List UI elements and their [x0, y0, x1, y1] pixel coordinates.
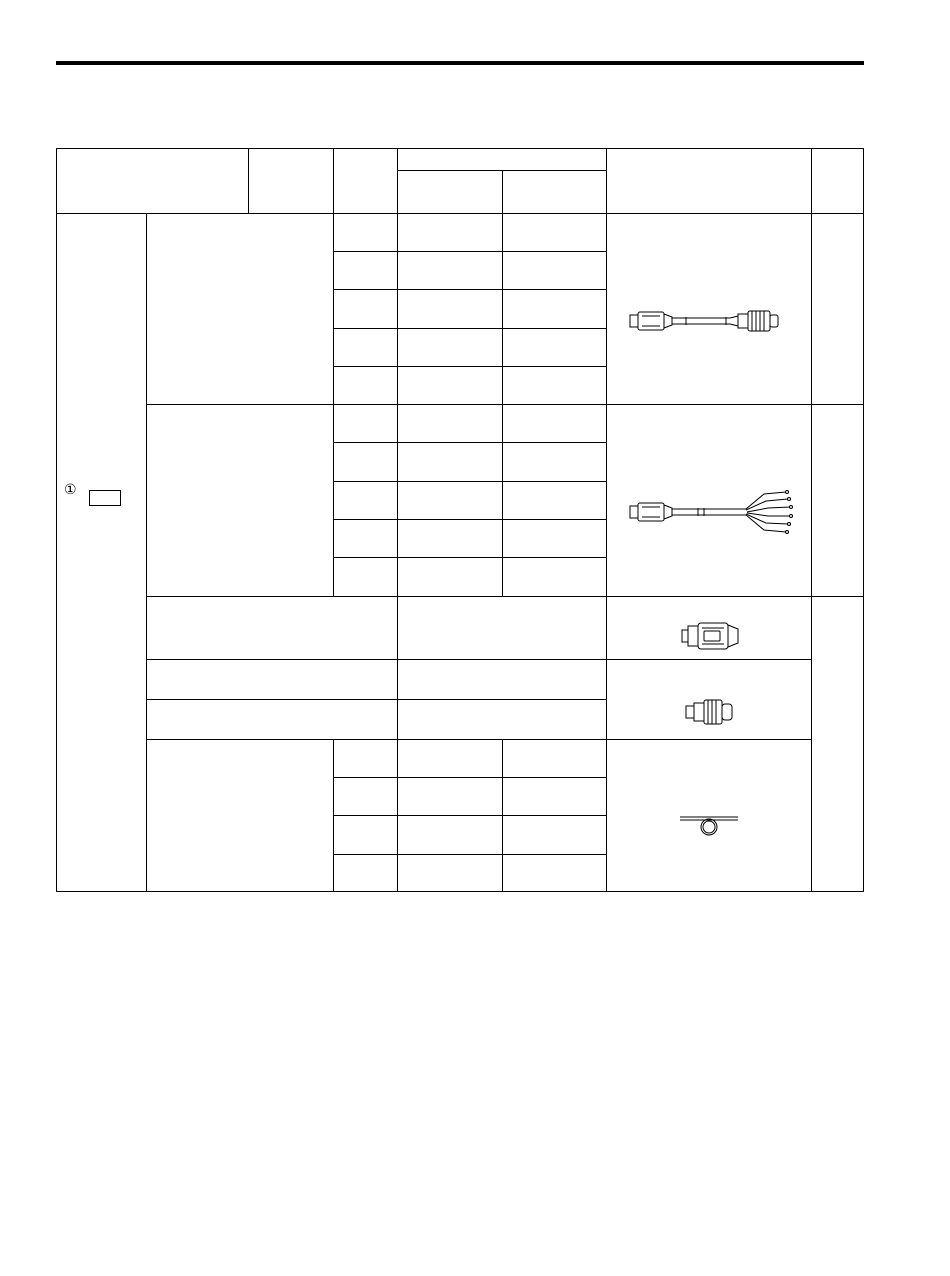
col-line [333, 739, 334, 892]
connector-plug-icon [680, 619, 742, 653]
header-bottom [56, 213, 864, 214]
row-line [333, 815, 606, 816]
cable-loose-wires-icon [626, 488, 798, 536]
row-line [333, 251, 606, 252]
col-line [248, 148, 249, 213]
row-line [333, 442, 606, 443]
row-line [333, 777, 606, 778]
row-line [333, 366, 606, 367]
col-line [606, 148, 607, 892]
group-line [146, 404, 864, 405]
row-line [333, 481, 606, 482]
cable-both-ends-icon [626, 308, 794, 336]
col-line [333, 404, 334, 596]
col-line [146, 213, 147, 892]
col-line [811, 148, 812, 892]
table-border-left [56, 148, 57, 892]
group-line [146, 596, 864, 597]
col-line [397, 148, 398, 892]
row-line [333, 328, 606, 329]
col-line [333, 148, 334, 404]
wire-coil-icon [676, 812, 742, 838]
table-border-top [56, 148, 864, 149]
col-line [502, 739, 503, 892]
row-line [333, 519, 606, 520]
row-line [333, 557, 606, 558]
code-box [89, 490, 121, 506]
row-marker: ① [64, 481, 77, 497]
group-line [146, 739, 811, 740]
row-line [146, 659, 811, 660]
row-line [333, 854, 606, 855]
row-line [333, 289, 606, 290]
circular-connector-icon [684, 697, 736, 727]
row-line [146, 699, 606, 700]
table-border-right [863, 148, 864, 892]
col-line [502, 170, 503, 596]
table-border-bottom [56, 891, 864, 892]
